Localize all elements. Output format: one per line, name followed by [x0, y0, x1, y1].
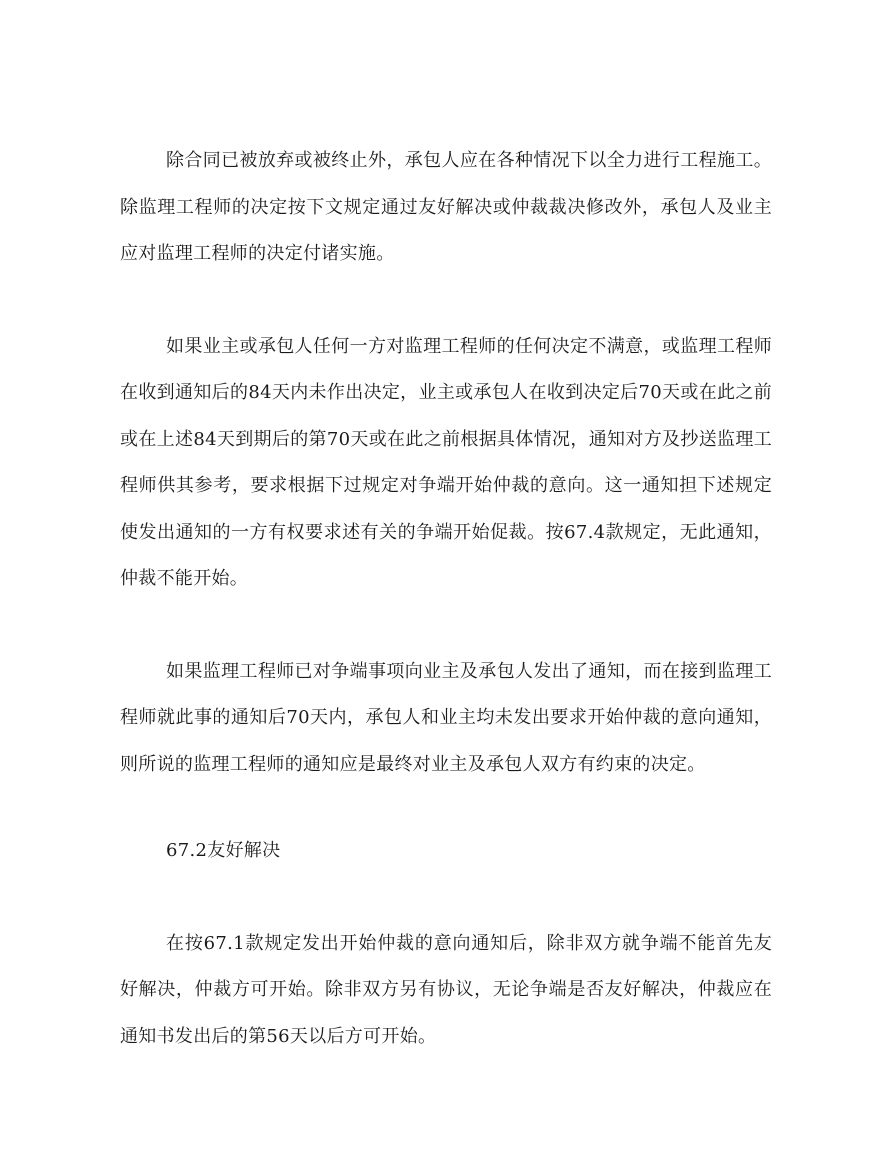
document-page: [120, 138, 772, 1060]
section-heading-amicable-settlement: 67.2友好解决: [166, 840, 281, 861]
paragraph-arbitration-notice: 如果业主或承包人任何一方对监理工程师的任何决定不满意，或监理工程师在收到通知后的84天内未作出决定，业主或承包人在收到决定后70天或在此之前或在上述84天到期后的第70天或在此之前根据具体情况，通知对方及抄送监理工程师供其参考，要求根据下过规定对争端开始仲裁的意向。这一通知担下述规定使发出通知的一方有权要求述有关的争端开始促裁。按67.4款规定，无此通知，仲裁不能开始。: [120, 335, 772, 589]
paragraph-final-decision: 如果监理工程师已对争端事项向业主及承包人发出了通知，而在接到监理工程师就此事的通知后70天内，承包人和业主均未发出要求开始仲裁的意向通知，则所说的监理工程师的通知应是最终对业主及承包人双方有约束的决定。: [120, 660, 772, 775]
paragraph-amicable-settlement: 在按67.1款规定发出开始仲裁的意向通知后，除非双方就争端不能首先友好解决，仲裁方可开始。除非双方另有协议，无论争端是否友好解决，仲裁应在通知书发出后的第56天以后方可开始。: [120, 932, 772, 1047]
paragraph-compliance: 除合同已被放弃或被终止外，承包人应在各种情况下以全力进行工程施工。除监理工程师的决定按下文规定通过友好解决或仲裁裁决修改外，承包人及业主应对监理工程师的决定付诸实施。: [120, 150, 772, 264]
